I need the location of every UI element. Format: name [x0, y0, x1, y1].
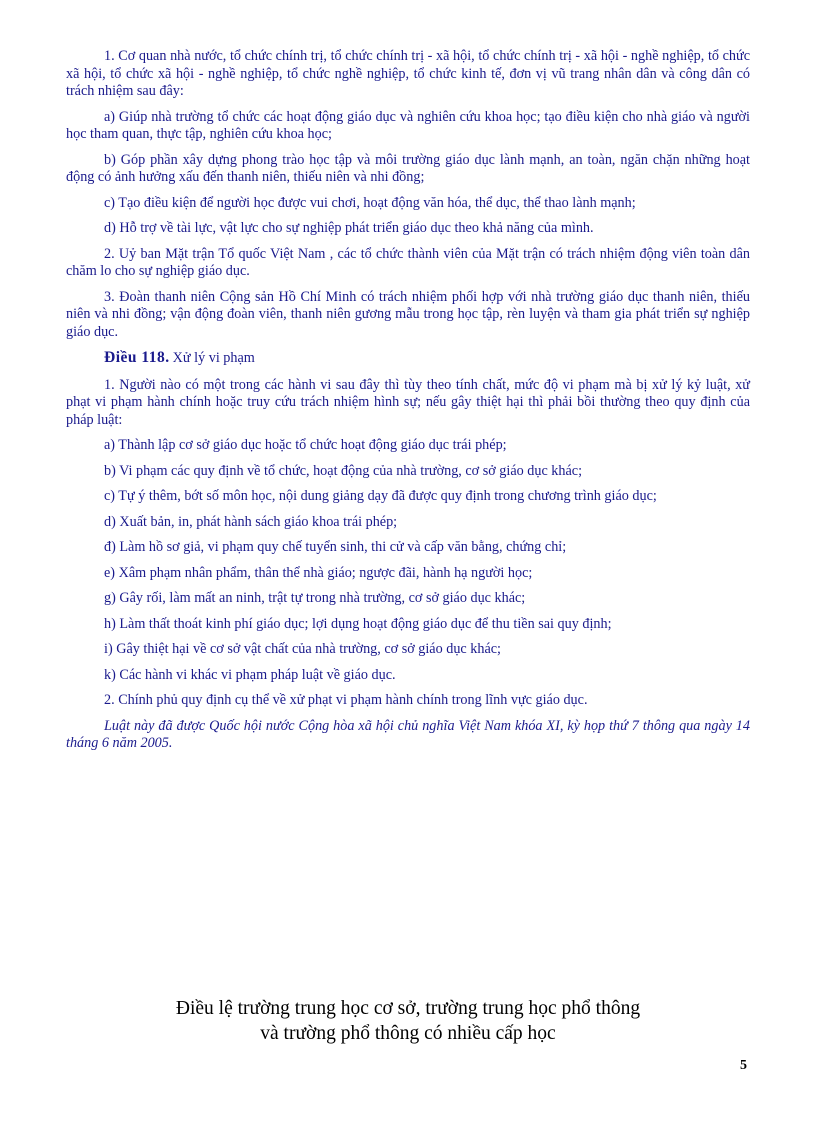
- violation-item: k) Các hành vi khác vi phạm pháp luật về giáo dục.: [104, 666, 396, 683]
- violation-item: h) Làm thất thoát kinh phí giáo dục; lợi dụng hoạt động giáo dục để thu tiền sai quy định;: [104, 615, 612, 632]
- paragraph-item-c: c) Tạo điều kiện để người học được vui chơi, hoạt động văn hóa, thể dục, thể thao lành mạnh;: [104, 194, 636, 211]
- violation-item: i) Gây thiệt hại về cơ sở vật chất của nhà trường, cơ sở giáo dục khác;: [104, 641, 502, 657]
- paragraph-youth-union: 3. Đoàn thanh niên Cộng sản Hồ Chí Minh có trách nhiệm phối hợp với nhà trường giáo dục thanh niên, thiếu niên và nhi đồng; vận động đoàn viên, thanh niên gương mẫu trong học tập, rèn luyện và tham gia phát triển sự nghiệp giáo dục.: [66, 288, 750, 340]
- violation-item: e) Xâm phạm nhân phẩm, thân thể nhà giáo; ngược đãi, hành hạ người học;: [104, 564, 533, 581]
- violation-item: d) Xuất bản, in, phát hành sách giáo khoa trái phép;: [104, 513, 398, 530]
- paragraph-item-a: a) Giúp nhà trường tổ chức các hoạt động giáo dục và nghiên cứu khoa học; tạo điều kiện cho nhà giáo và người học tham quan, thực tập, nghiên cứu khoa học;: [66, 108, 750, 142]
- paragraph-item-d: d) Hỗ trợ về tài lực, vật lực cho sự nghiệp phát triển giáo dục theo khả năng của mình.: [104, 220, 594, 236]
- footer-title-line1: Điều lệ trường trung học cơ sở, trường trung học phổ thông: [175, 998, 641, 1019]
- closing-statement: Luật này đã được Quốc hội nước Cộng hòa xã hội chủ nghĩa Việt Nam khóa XI, kỳ họp thứ 7 thông qua ngày 14 tháng 6 năm 2005.: [66, 717, 750, 751]
- violation-item: c) Tự ý thêm, bớt số môn học, nội dung giảng dạy đã được quy định trong chương trình giáo dục;: [104, 488, 657, 504]
- article-heading: [66, 349, 750, 368]
- violation-item: g) Gây rối, làm mất an ninh, trật tự trong nhà trường, cơ sở giáo dục khác;: [104, 590, 526, 606]
- violation-item: a) Thành lập cơ sở giáo dục hoặc tổ chức hoạt động giáo dục trái phép;: [104, 437, 507, 453]
- paragraph-fatherland-front: 2. Uỷ ban Mặt trận Tổ quốc Việt Nam , các tổ chức thành viên của Mặt trận có trách nhiệm động viên toàn dân chăm lo cho sự nghiệp giáo dục.: [66, 245, 750, 279]
- article-title: Xử lý vi phạm: [172, 350, 255, 366]
- footer-title: [0, 996, 816, 1046]
- government-clause: 2. Chính phủ quy định cụ thể về xử phạt vi phạm hành chính trong lĩnh vực giáo dục.: [104, 692, 588, 708]
- document-body: [66, 48, 750, 761]
- paragraph-responsibilities: 1. Cơ quan nhà nước, tổ chức chính trị, tổ chức chính trị - xã hội, tổ chức chính trị - xã hội - nghề nghiệp, tổ chức xã hội, tổ chức xã hội - nghề nghiệp, tổ chức nghề nghiệp, tổ chức kinh tế, đơn vị vũ trang nhân dân và công dân có trách nhiệm sau đây:: [66, 48, 750, 99]
- paragraph-item-b: b) Góp phần xây dựng phong trào học tập và môi trường giáo dục lành mạnh, an toàn, ngăn chặn những hoạt động có ảnh hưởng xấu đến thanh niên, thiếu niên và nhi đồng;: [66, 151, 750, 185]
- violation-item: b) Vi phạm các quy định về tổ chức, hoạt động của nhà trường, cơ sở giáo dục khác;: [104, 462, 583, 479]
- violation-item: đ) Làm hồ sơ giả, vi phạm quy chế tuyển sinh, thi cử và cấp văn bằng, chứng chỉ;: [104, 539, 567, 555]
- page-number: 5: [740, 1058, 747, 1073]
- article-number: Điều 118.: [104, 349, 170, 366]
- violations-intro: 1. Người nào có một trong các hành vi sau đây thì tùy theo tính chất, mức độ vi phạm mà bị xử lý kỷ luật, xử phạt vi phạm hành chính hoặc truy cứu trách nhiệm hình sự; nếu gây thiệt hại thì phải bồi thường theo quy định của pháp luật:: [66, 376, 750, 428]
- footer-title-line2: và trường phổ thông có nhiều cấp học: [260, 1023, 556, 1044]
